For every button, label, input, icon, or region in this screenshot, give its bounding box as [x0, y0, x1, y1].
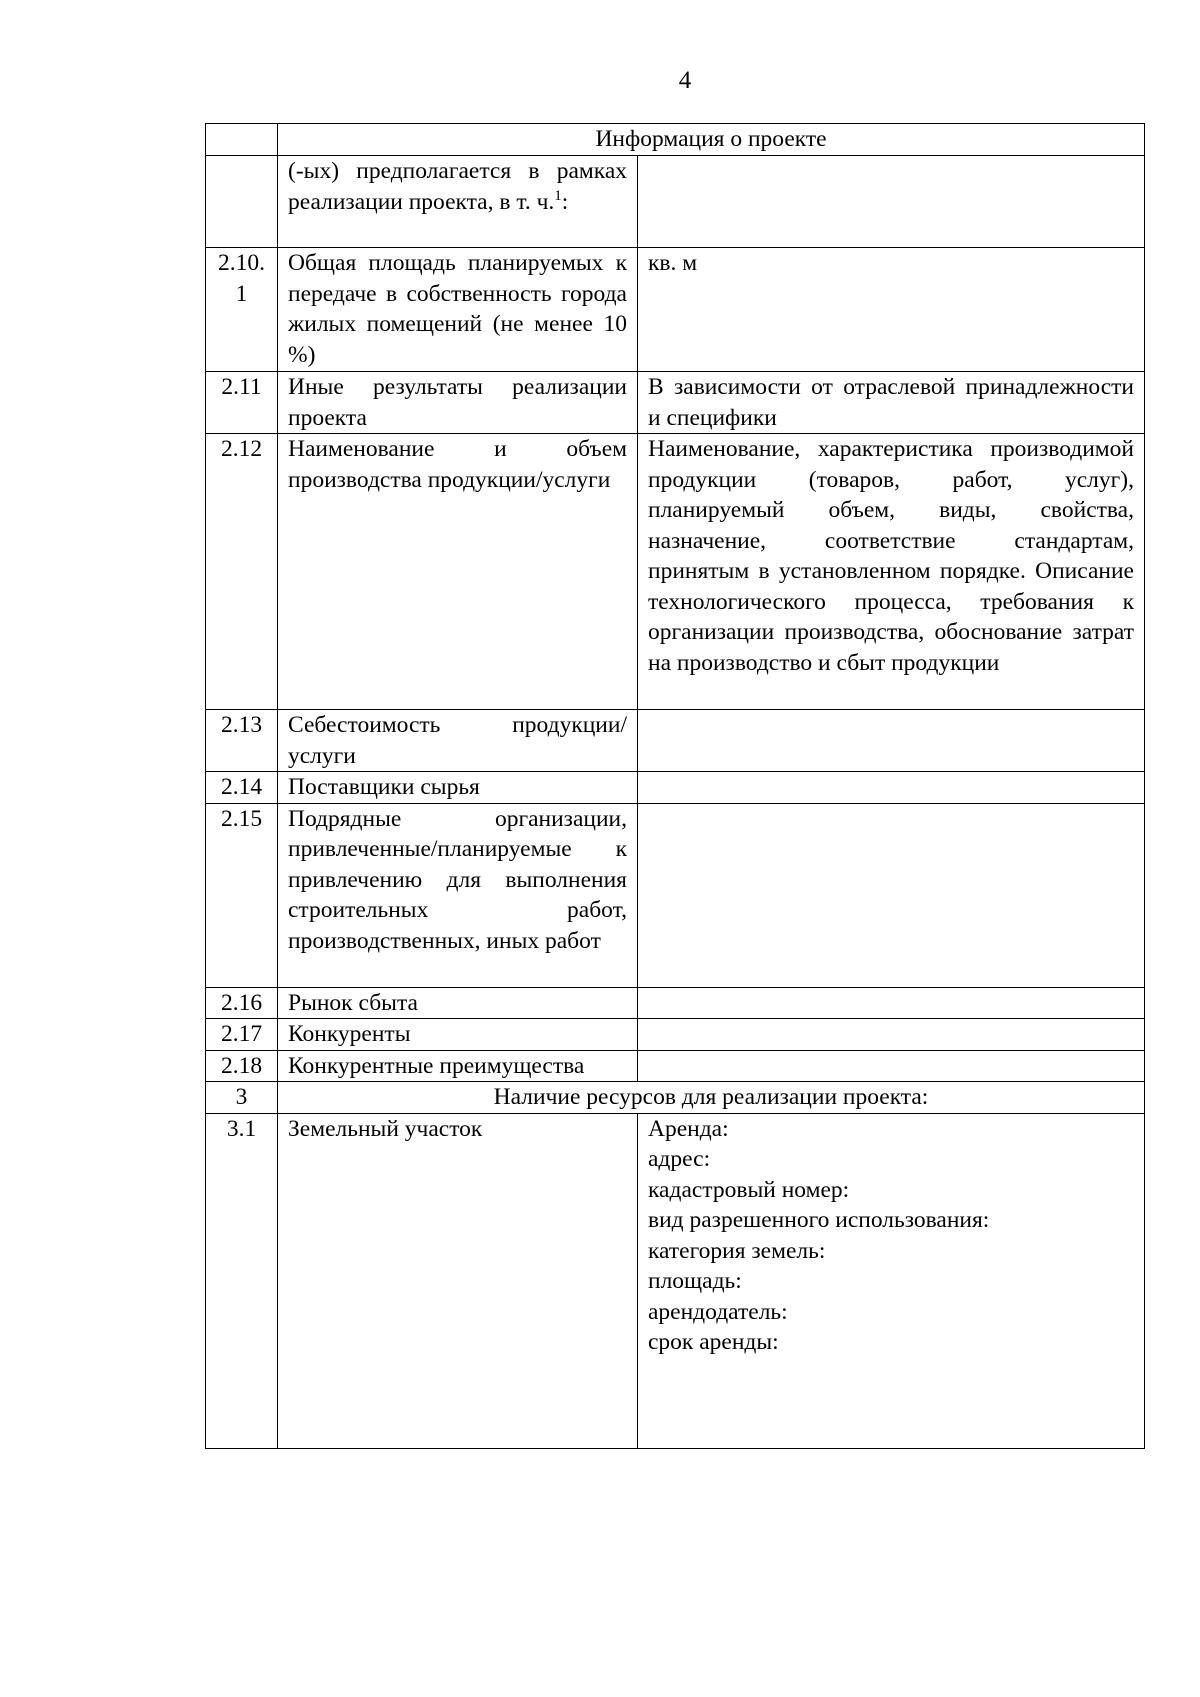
row-number: 2.17 — [206, 1019, 278, 1051]
row-value: кв. м — [638, 248, 1145, 372]
row-name: Поставщики сырья — [278, 772, 638, 804]
table-row-2-12 — [206, 434, 1145, 710]
row-name-tail: : — [561, 188, 569, 215]
row-value — [638, 1019, 1145, 1051]
table-row-3-1 — [206, 1113, 1145, 1448]
row-number: 2.10.1 — [206, 248, 278, 372]
land-detail-line: адрес: — [648, 1146, 711, 1172]
header-number-cell — [206, 124, 278, 156]
table-row-2-15 — [206, 803, 1145, 987]
table-row-continuation — [206, 156, 1145, 248]
land-detail-line: кадастровый номер: — [648, 1176, 850, 1203]
row-number: 2.13 — [206, 710, 278, 772]
land-detail-line: площадь: — [648, 1268, 742, 1294]
land-detail-line: категория земель: — [648, 1237, 826, 1264]
table-row-2-10-1 — [206, 248, 1145, 372]
row-value — [638, 710, 1145, 772]
table-header: Информация о проекте — [278, 124, 1145, 156]
table-row-2-11 — [206, 372, 1145, 434]
row-value: Наименование, характеристика производимой продукции (товаров, работ, услуг), планируемый объем, виды, свойства, назначение, соответствие стандартам, принятым в установленном порядке. Описание технологического процесса, требования к организации производства, обоснование затрат на производство и сбыт продукции — [638, 434, 1145, 710]
row-number: 3.1 — [206, 1113, 278, 1448]
row-name: Подрядные организации, привлеченные/планируемые к привлечению для выполнения строительных работ, производственных, иных работ — [278, 803, 638, 987]
table-row-2-17 — [206, 1019, 1145, 1051]
row-number: 2.11 — [206, 372, 278, 434]
land-plot-details — [638, 1113, 1145, 1448]
section-title: Наличие ресурсов для реализации проекта: — [278, 1082, 1145, 1114]
row-name-text: (-ых) предполагается в рамках реализации проекта, в т. ч. — [288, 158, 627, 215]
land-detail-line: арендодатель: — [648, 1298, 788, 1325]
row-name: Общая площадь планируемых к передаче в собственность города жилых помещений (не менее 10 %) — [278, 248, 638, 372]
table-row-2-13 — [206, 710, 1145, 772]
land-detail-line: вид разрешенного использования: — [648, 1207, 990, 1233]
footnote-marker: 1 — [554, 187, 562, 204]
land-detail-line: срок аренды: — [648, 1329, 779, 1355]
page-number: 4 — [678, 67, 692, 94]
row-number: 2.12 — [206, 434, 278, 710]
row-name: Себестоимость продукции/услуги — [278, 710, 638, 772]
section-number: 3 — [206, 1082, 278, 1114]
row-number: 2.18 — [206, 1050, 278, 1082]
row-value — [638, 772, 1145, 804]
row-value — [638, 987, 1145, 1019]
land-detail-line: Аренда: — [648, 1115, 729, 1142]
row-value-cell — [638, 156, 1145, 248]
row-name: Конкуренты — [278, 1019, 638, 1051]
row-value — [638, 803, 1145, 987]
table-header-row — [206, 124, 1145, 156]
table-row-2-16 — [206, 987, 1145, 1019]
row-number-cell — [206, 156, 278, 248]
row-name: Иные результаты реализации проекта — [278, 372, 638, 434]
row-name: Наименование и объем производства продукции/услуги — [278, 434, 638, 710]
project-info-table — [205, 123, 1145, 1449]
section-3-row — [206, 1082, 1145, 1114]
row-number: 2.16 — [206, 987, 278, 1019]
row-name: Земельный участок — [278, 1113, 638, 1448]
row-name-cell — [278, 156, 638, 248]
row-value: В зависимости от отраслевой принадлежности и специфики — [638, 372, 1145, 434]
table-row-2-18 — [206, 1050, 1145, 1082]
row-number: 2.14 — [206, 772, 278, 804]
row-name: Рынок сбыта — [278, 987, 638, 1019]
row-name: Конкурентные преимущества — [278, 1050, 638, 1082]
row-number: 2.15 — [206, 803, 278, 987]
row-value — [638, 1050, 1145, 1082]
table-row-2-14 — [206, 772, 1145, 804]
